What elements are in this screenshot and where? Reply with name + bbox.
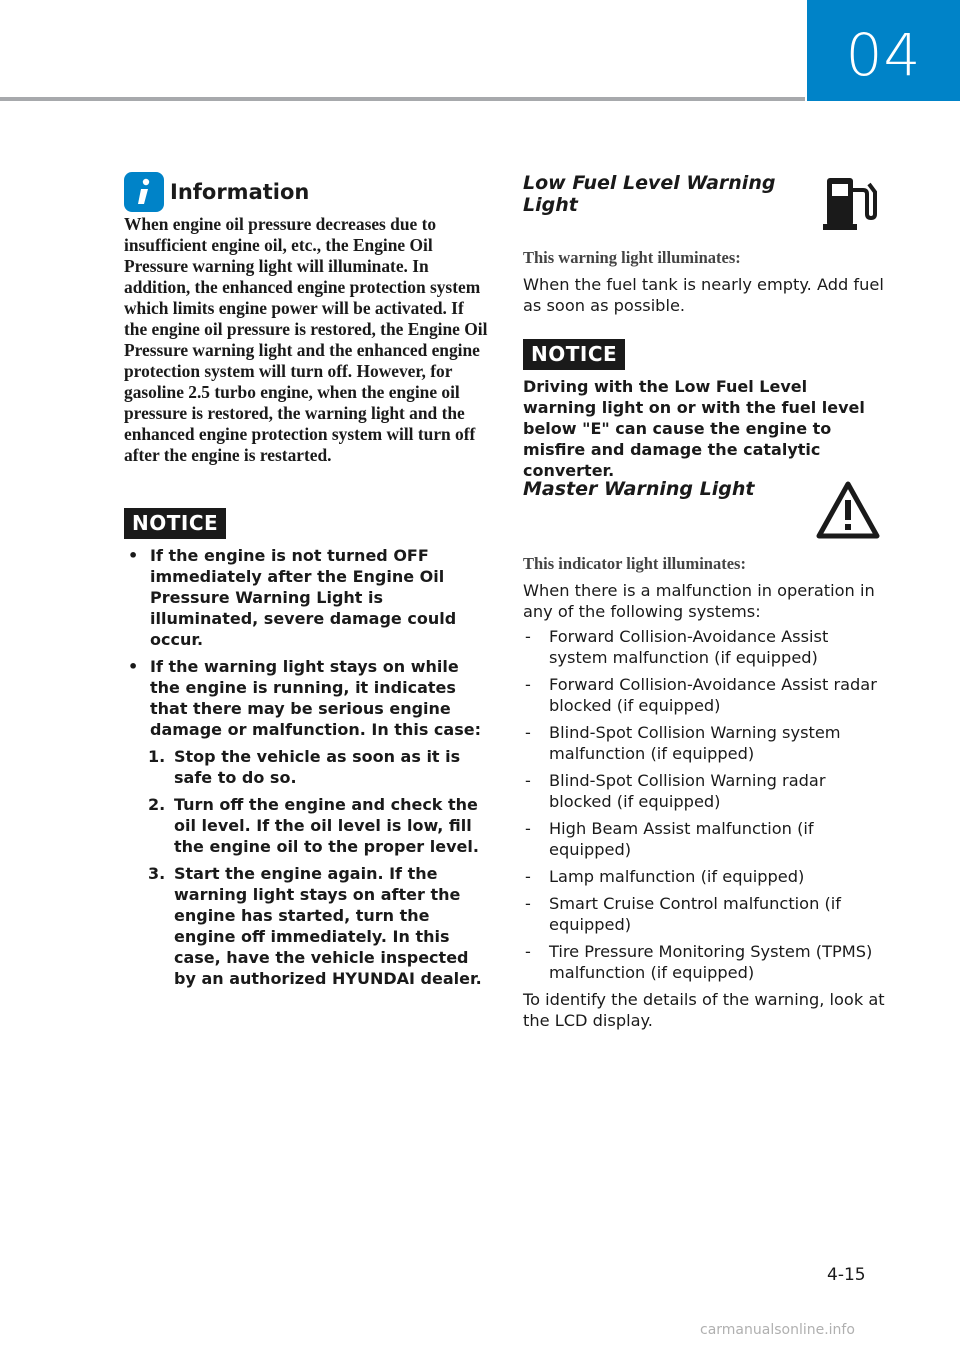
low-fuel-subhead: This warning light illuminates: — [523, 248, 741, 267]
notice-bullet: • If the engine is not turned OFF immediately after the Engine Oil Pressure Warning Light is illuminated, severe damage could occur. — [124, 545, 488, 650]
notice-bullet-text: If the warning light stays on while the engine is running, it indicates that there may be serious engine damage or malfunction. In this case: — [150, 657, 481, 739]
notice-label: NOTICE — [523, 339, 625, 370]
notice-label: NOTICE — [124, 508, 226, 539]
step-text: Start the engine again. If the warning light stays on after the engine has started, turn the engine off immediately. In this case, have the vehicle inspected by an authorized HYUNDAI dealer. — [174, 864, 482, 988]
notice-content-left — [124, 545, 488, 995]
list-item: - Smart Cruise Control malfunction (if equipped) — [523, 893, 885, 935]
chapter-number: 04 — [845, 20, 922, 89]
master-warning-outro: To identify the details of the warning, look at the LCD display. — [523, 990, 885, 1030]
notice-step — [150, 794, 488, 857]
step-number: 1. — [148, 747, 166, 766]
info-icon — [124, 172, 164, 212]
list-item: - Forward Collision-Avoidance Assist system malfunction (if equipped) — [523, 626, 885, 668]
information-header — [124, 172, 309, 212]
header-rule — [0, 97, 805, 101]
step-text: Turn off the engine and check the oil level. If the oil level is low, fill the engine oil to the proper level. — [174, 795, 479, 856]
fuel-pump-icon — [821, 176, 883, 236]
notice-badge-left — [124, 508, 226, 539]
master-warning-content — [523, 580, 885, 1031]
list-item: - Forward Collision-Avoidance Assist radar blocked (if equipped) — [523, 674, 885, 716]
step-number: 2. — [148, 795, 166, 814]
master-warning-intro: When there is a malfunction in operation in any of the following systems: — [523, 581, 875, 621]
low-fuel-notice-text: Driving with the Low Fuel Level warning light on or with the fuel level below "E" can cause the engine to misfire and damage the catalytic converter. — [523, 377, 865, 480]
low-fuel-body: When the fuel tank is nearly empty. Add fuel as soon as possible. — [523, 275, 884, 315]
notice-badge-right — [523, 339, 625, 370]
master-warning-title: Master Warning Light — [523, 478, 755, 500]
warning-triangle-icon — [815, 480, 881, 544]
information-body: When engine oil pressure decreases due to insufficient engine oil, etc., the Engine Oil Pressure warning light will illuminate. In addition, the enhanced engine protection system which limits engine power will be activated. If the engine oil pressure is restored, the Engine Oil Pressure warning light and the enhanced engine protection system will turn off. However, for gasoline 2.5 turbo engine, when the engine oil pressure is restored, the warning light and the enhanced engine protection system will turn off after the engine is restarted. — [124, 214, 488, 465]
notice-step — [150, 863, 488, 989]
list-item: - High Beam Assist malfunction (if equipped) — [523, 818, 885, 860]
master-warning-subhead: This indicator light illuminates: — [523, 554, 746, 573]
low-fuel-title: Low Fuel Level Warning Light — [523, 172, 776, 216]
list-item: - Lamp malfunction (if equipped) — [523, 866, 885, 887]
step-number: 3. — [148, 864, 166, 883]
step-text: Stop the vehicle as soon as it is safe to do so. — [174, 747, 461, 787]
information-title: Information — [170, 180, 310, 204]
list-item: - Tire Pressure Monitoring System (TPMS) malfunction (if equipped) — [523, 941, 885, 983]
watermark: carmanualsonline.info — [700, 1322, 855, 1338]
chapter-tab — [807, 0, 960, 101]
list-item: - Blind-Spot Collision Warning system malfunction (if equipped) — [523, 722, 885, 764]
page-number: 4-15 — [827, 1265, 866, 1285]
list-item: - Blind-Spot Collision Warning radar blocked (if equipped) — [523, 770, 885, 812]
notice-bullet — [124, 656, 488, 989]
notice-step — [150, 746, 488, 788]
